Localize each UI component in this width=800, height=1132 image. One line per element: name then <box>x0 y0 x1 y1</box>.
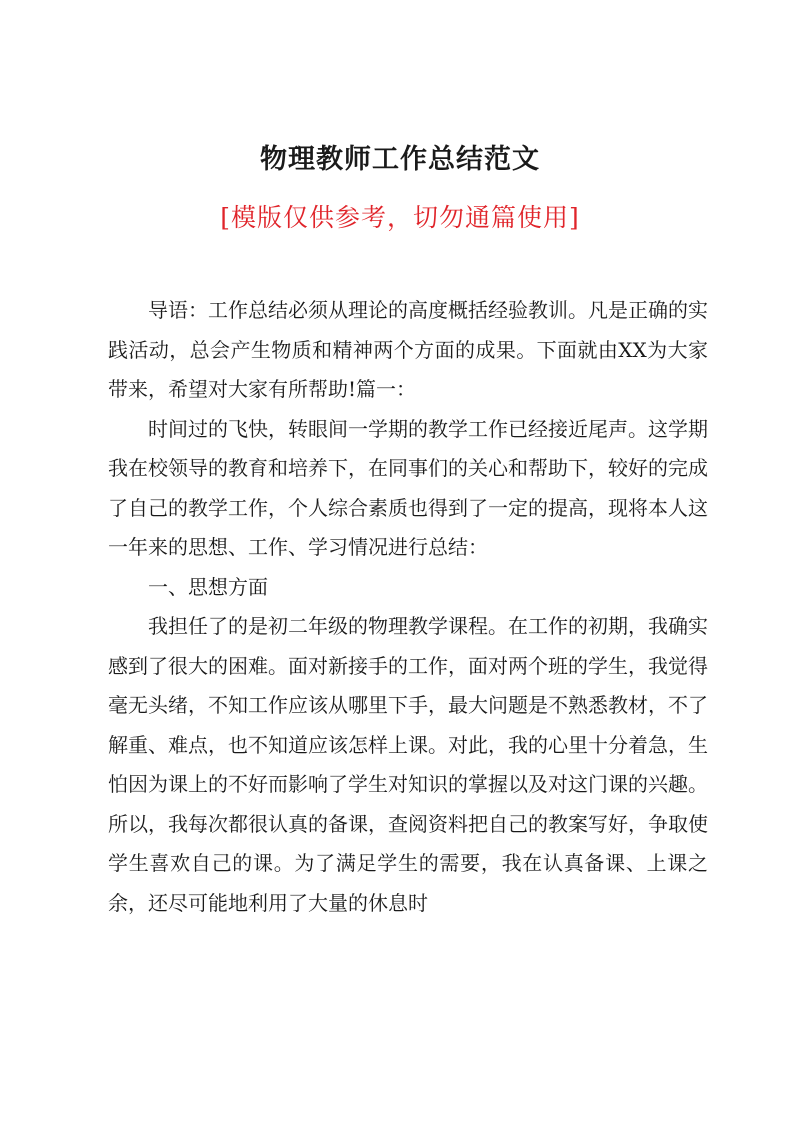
paragraph-summary-opening: 时间过的飞快，转眼间一学期的教学工作已经接近尾声。这学期我在校领导的教育和培养下，在同事们的关心和帮助下，较好的完成了自己的教学工作，个人综合素质也得到了一定的提高，现将本人这一年来的思想、工作、学习情况进行总结： <box>108 416 708 559</box>
paragraph-thoughts: 我担任了的是初二年级的物理教学课程。在工作的初期，我确实感到了很大的困难。面对新接手的工作，面对两个班的学生，我觉得毫无头绪，不知工作应该从哪里下手，最大问题是不熟悉教材，不了解重、难点，也不知道应该怎样上课。对此，我的心里十分着急，生怕因为课上的不好而影响了学生对知识的掌握以及对这门课的兴趣。所以，我每次都很认真的备课，查阅资料把自己的教案写好，争取使学生喜欢自己的课。为了满足学生的需要，我在认真备课、上课之余，还尽可能地利用了大量的休息时 <box>108 614 708 915</box>
document-subtitle: [模版仅供参考，切勿通篇使用] <box>220 203 580 232</box>
paragraph-intro: 导语：工作总结必须从理论的高度概括经验教训。凡是正确的实践活动，总会产生物质和精神两个方面的成果。下面就由XX为大家带来，希望对大家有所帮助!篇一： <box>108 298 708 401</box>
document-body <box>108 291 708 923</box>
document-title: 物理教师工作总结范文 <box>260 144 540 175</box>
section-heading-thoughts: 一、思想方面 <box>148 574 268 599</box>
